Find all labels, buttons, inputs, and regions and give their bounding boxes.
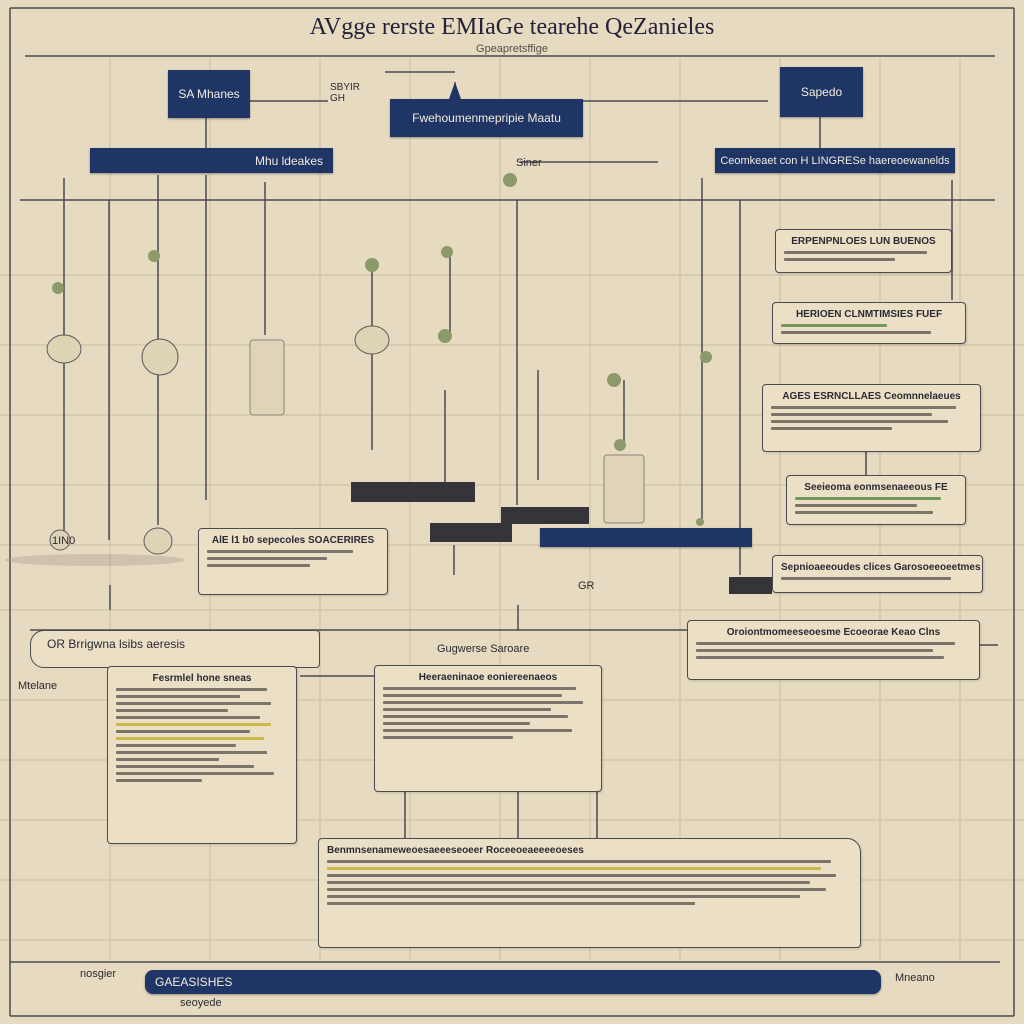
- card-9[interactable]: [374, 665, 602, 792]
- pin-left-label: 1IN0: [52, 535, 76, 547]
- card-7[interactable]: [687, 620, 980, 680]
- dark-bar-2: [501, 507, 589, 524]
- card-5[interactable]: [772, 555, 983, 593]
- top-small-label: SBYIR GH: [330, 82, 361, 104]
- top-box-center[interactable]: Fwehoumenmepripie Maatu: [390, 99, 583, 137]
- dark-bar-3: [430, 523, 512, 542]
- card-6[interactable]: [198, 528, 388, 595]
- top-box-left[interactable]: SA Mhanes: [168, 70, 250, 118]
- card-4[interactable]: [786, 475, 966, 525]
- card-8[interactable]: [107, 666, 297, 844]
- bottom-banner[interactable]: GAEASISHES: [145, 970, 881, 994]
- side-label-left: Mtelane: [18, 680, 58, 692]
- bottom-right-label: Mneano: [895, 972, 935, 984]
- card-3-title: AGES ESRNCLLAES Ceomnnelaeues: [782, 391, 961, 402]
- page-subtitle: Gpeapretsffige: [476, 43, 548, 55]
- navy-bar-mid: [540, 528, 752, 547]
- card-10[interactable]: [318, 838, 861, 948]
- oval-label-left: OR Brrigwna lsibs aeresis: [30, 630, 320, 668]
- bottom-left-label: nosgier: [80, 968, 117, 980]
- card-2-title: HERIOEN CLNMTIMSIES FUEF: [795, 309, 943, 320]
- page-title: AVgge rerste EMIaGe tearehe QeZanieles: [309, 14, 715, 40]
- card-9-title: Heeraeninaoe eoniereenaeos: [418, 672, 558, 683]
- card-1-title: ERPENPNLOES LUN BUENOS: [791, 236, 936, 247]
- dark-bar-4: [729, 577, 772, 594]
- card-10-title: Benmnsenameweoesaeeeseoeer Roceeoeaeeeeoeses: [327, 845, 584, 856]
- gr-label: GR: [578, 580, 595, 592]
- card-1[interactable]: [775, 229, 952, 273]
- card-6-title: AlE l1 b0 sepecoles SOACERIRES: [211, 535, 375, 546]
- card-7-title: Oroiontmomeeseoesme Ecoeorae Keao Clns: [726, 627, 941, 638]
- banner-right[interactable]: Ceomkeaet con H LINGRESe haereoewanelds: [715, 148, 955, 173]
- bottom-sub-label: seoyede: [180, 997, 222, 1009]
- mid-card-label: Gugwerse Saroare: [437, 643, 530, 655]
- card-3[interactable]: [762, 384, 981, 452]
- card-2[interactable]: [772, 302, 966, 344]
- mid-label: Siner: [516, 157, 542, 169]
- card-5-title: Sepnioaeeoudes clices Garosoeeoeetmes: [781, 562, 981, 573]
- card-4-title: Seeieoma eonmsenaeeous FE: [804, 482, 948, 493]
- banner-left[interactable]: Mhu ldeakes: [90, 148, 333, 173]
- card-8-title: Fesrmlel hone sneas: [152, 673, 252, 684]
- top-box-right[interactable]: Sapedo: [780, 67, 863, 117]
- dark-bar-1: [351, 482, 475, 502]
